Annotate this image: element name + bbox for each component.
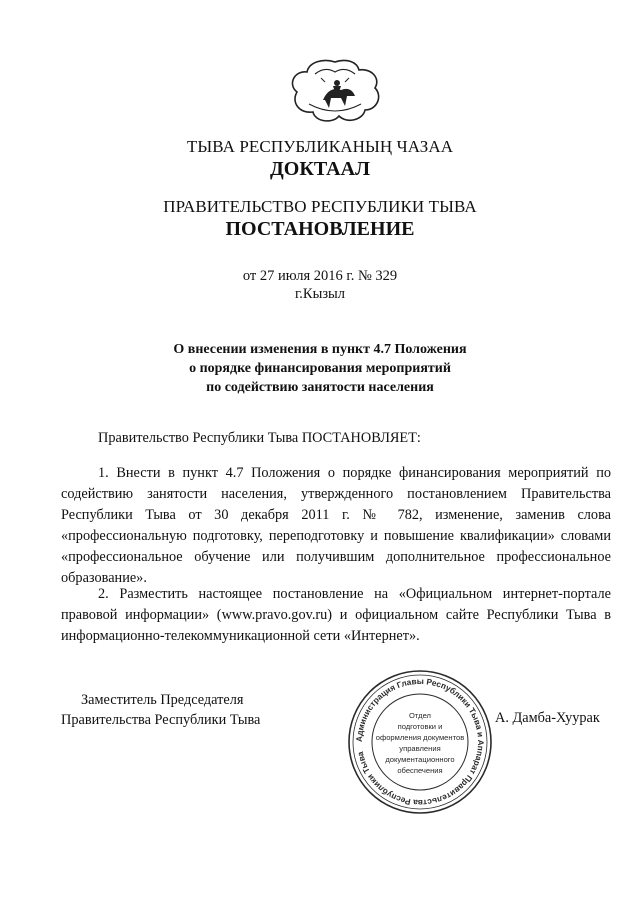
stamp-center-line: оформления документов bbox=[375, 733, 465, 742]
tuva-coat-of-arms-icon bbox=[285, 56, 385, 124]
signatory-position-line: Правительства Республики Тыва bbox=[61, 712, 261, 728]
signatory-position-line: Заместитель Председателя bbox=[81, 692, 244, 708]
stamp-center-line: обеспечения bbox=[397, 766, 443, 775]
russian-doc-type: ПОСТАНОВЛЕНИЕ bbox=[225, 218, 415, 240]
title-line: о порядке финансирования мероприятий bbox=[189, 361, 451, 376]
document-date-number: от 27 июля 2016 г. № 329 bbox=[242, 268, 398, 284]
stamp-center-line: подготовки и bbox=[397, 722, 443, 731]
russian-government-heading: ПРАВИТЕЛЬСТВО РЕСПУБЛИКИ ТЫВА bbox=[163, 197, 477, 216]
stamp-center-text bbox=[376, 711, 465, 775]
paragraph-item-1 bbox=[61, 463, 611, 589]
preamble: Правительство Республики Тыва ПОСТАНОВЛЯЕТ: bbox=[98, 430, 421, 446]
stamp-center-line: управления bbox=[399, 744, 441, 753]
document-title bbox=[0, 340, 640, 397]
signatory-name: А. Дамба-Хуурак bbox=[495, 710, 600, 726]
stamp-center-line: Отдел bbox=[409, 711, 431, 720]
stamp-ring-text: Администрация Главы Республики Тыва и Аппарат Правительства Республики Тыва bbox=[353, 675, 487, 809]
paragraph-item-2: 2. Разместить настоящее постановление на «Официальном интернет-портале правовой информации» (www.pravo.gov.ru) и официальном сайте Республики Тыва в информационно-телекоммуникационной сети «Интернет». bbox=[61, 586, 611, 644]
official-stamp bbox=[346, 668, 494, 816]
signatory-position bbox=[61, 690, 260, 730]
document-city: г.Кызыл bbox=[294, 286, 346, 302]
tuvan-doc-type: ДОКТААЛ bbox=[270, 158, 370, 180]
paragraph-text: 1. Внести в пункт 4.7 Положения о порядке финансирования мероприятий по содействию занятости населения, утвержденного постановлением Правительства Республики Тыва от 30 декабря 2011 г. № 782, изменение, заменив слова «профессиональную подготовку, переподготовку и повышение квалификации» словами «профессиональное обучение или получившим дополнительное профессиональное образование». bbox=[61, 465, 611, 586]
tuvan-government-heading: ТЫВА РЕСПУБЛИКАНЫҢ ЧАЗАА bbox=[186, 137, 454, 156]
title-line: по содействию занятости населения bbox=[206, 380, 434, 395]
stamp-center-line: документационного bbox=[385, 755, 455, 764]
title-line: О внесении изменения в пункт 4.7 Положения bbox=[173, 342, 467, 357]
